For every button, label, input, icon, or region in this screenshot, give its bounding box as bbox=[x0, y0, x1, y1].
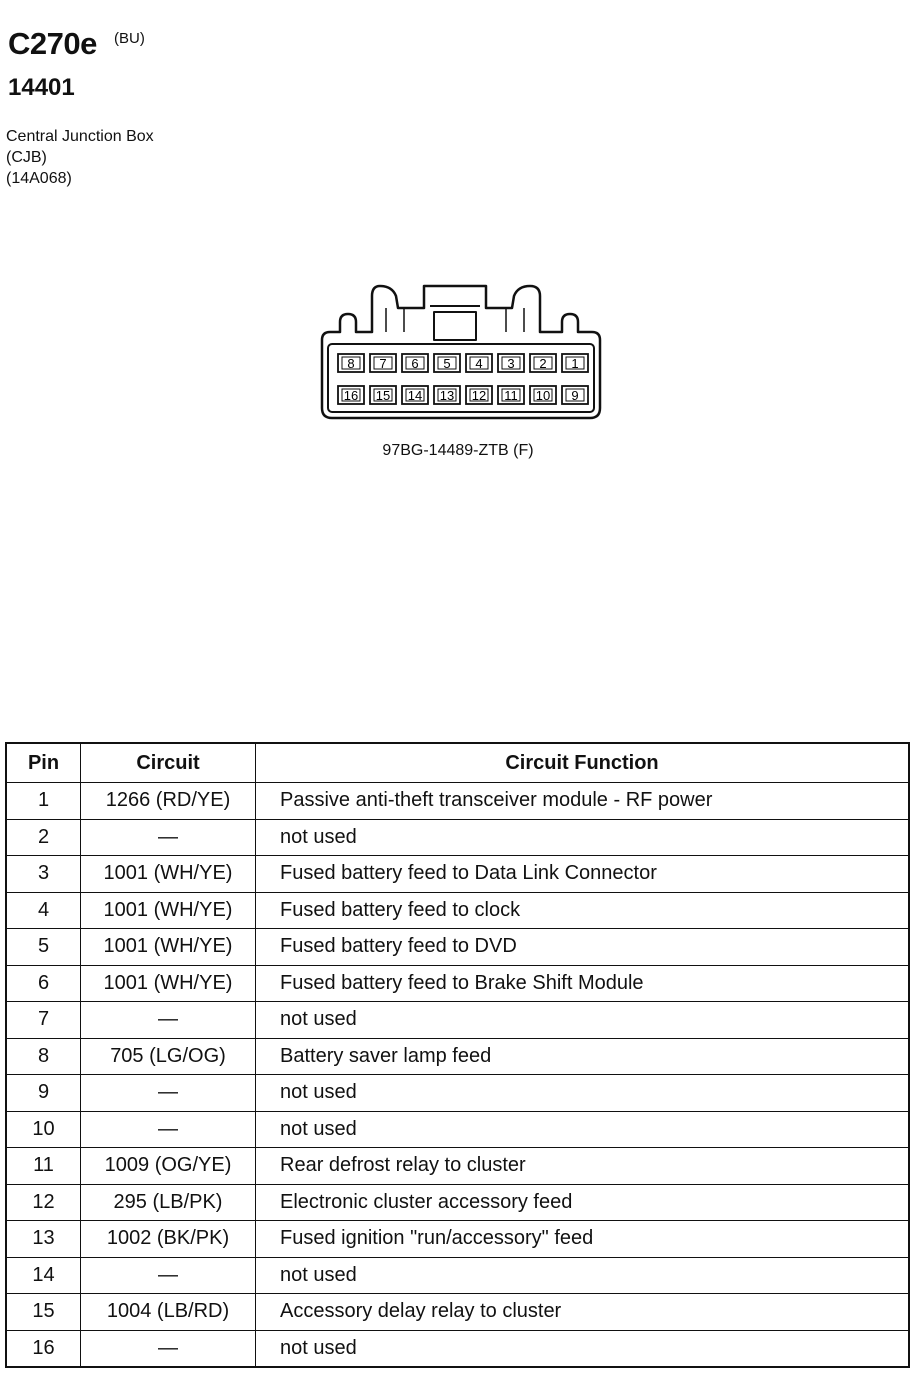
description-line: (14A068) bbox=[6, 170, 72, 187]
table-row bbox=[6, 1075, 909, 1112]
pin-cell: 16 bbox=[6, 1330, 81, 1367]
table-row bbox=[6, 1294, 909, 1331]
pin-cell: 1 bbox=[6, 783, 81, 820]
circuit-cell: 1009 (OG/YE) bbox=[81, 1148, 256, 1185]
harness-number: 14401 bbox=[8, 74, 75, 101]
table-header-row bbox=[6, 743, 909, 783]
table-row bbox=[6, 892, 909, 929]
function-cell: Fused battery feed to DVD bbox=[256, 929, 910, 966]
function-cell: not used bbox=[256, 1330, 910, 1367]
pin-cavity bbox=[498, 354, 524, 372]
circuit-cell: — bbox=[81, 1330, 256, 1367]
pin-row-bottom bbox=[338, 386, 588, 404]
pin-number-label: 1 bbox=[571, 356, 579, 371]
table-row bbox=[6, 1038, 909, 1075]
connector-drawing bbox=[300, 278, 620, 438]
pin-cell: 15 bbox=[6, 1294, 81, 1331]
circuit-cell: 1266 (RD/YE) bbox=[81, 783, 256, 820]
pinout-table bbox=[5, 742, 910, 1368]
pin-number-label: 7 bbox=[379, 356, 387, 371]
pin-number-label: 3 bbox=[507, 356, 515, 371]
connector-face-diagram bbox=[300, 278, 620, 438]
pin-cavity bbox=[402, 386, 428, 404]
pin-cell: 14 bbox=[6, 1257, 81, 1294]
description-line: Central Junction Box bbox=[6, 128, 154, 145]
pin-number-label: 2 bbox=[539, 356, 547, 371]
table-row bbox=[6, 1221, 909, 1258]
pinout-table-body bbox=[6, 783, 909, 1368]
pin-row-top bbox=[338, 354, 588, 372]
pin-cavity bbox=[434, 386, 460, 404]
pin-number-label: 12 bbox=[471, 388, 487, 403]
pin-cavity bbox=[338, 354, 364, 372]
pin-cavity bbox=[370, 386, 396, 404]
circuit-cell: 1001 (WH/YE) bbox=[81, 856, 256, 893]
pin-cavity bbox=[338, 386, 364, 404]
function-cell: Passive anti-theft transceiver module - RF power bbox=[256, 783, 910, 820]
pin-number-label: 16 bbox=[343, 388, 359, 403]
circuit-cell: 1002 (BK/PK) bbox=[81, 1221, 256, 1258]
color-code: (BU) bbox=[114, 30, 145, 47]
circuit-cell: 295 (LB/PK) bbox=[81, 1184, 256, 1221]
column-header-circuit: Circuit bbox=[81, 743, 256, 783]
pin-cavity bbox=[434, 354, 460, 372]
circuit-cell: — bbox=[81, 1111, 256, 1148]
table-row bbox=[6, 819, 909, 856]
function-cell: not used bbox=[256, 1111, 910, 1148]
circuit-cell: 705 (LG/OG) bbox=[81, 1038, 256, 1075]
pin-cavity bbox=[562, 386, 588, 404]
connector-description bbox=[6, 126, 154, 189]
function-cell: Rear defrost relay to cluster bbox=[256, 1148, 910, 1185]
pin-cavity bbox=[562, 354, 588, 372]
function-cell: Fused battery feed to Data Link Connector bbox=[256, 856, 910, 893]
function-cell: not used bbox=[256, 1257, 910, 1294]
pin-cell: 12 bbox=[6, 1184, 81, 1221]
pin-number-label: 8 bbox=[347, 356, 355, 371]
pin-number-label: 10 bbox=[535, 388, 551, 403]
table-row bbox=[6, 1257, 909, 1294]
pin-cell: 7 bbox=[6, 1002, 81, 1039]
table-row bbox=[6, 783, 909, 820]
function-cell: Battery saver lamp feed bbox=[256, 1038, 910, 1075]
pin-cavity bbox=[466, 354, 492, 372]
circuit-cell: — bbox=[81, 1257, 256, 1294]
pin-cavity bbox=[370, 354, 396, 372]
column-header-function: Circuit Function bbox=[256, 743, 910, 783]
circuit-cell: 1001 (WH/YE) bbox=[81, 892, 256, 929]
function-cell: Fused ignition "run/accessory" feed bbox=[256, 1221, 910, 1258]
pin-number-label: 4 bbox=[475, 356, 483, 371]
table-row bbox=[6, 856, 909, 893]
description-line: (CJB) bbox=[6, 149, 47, 166]
function-cell: Accessory delay relay to cluster bbox=[256, 1294, 910, 1331]
pin-cavity bbox=[402, 354, 428, 372]
pin-cell: 2 bbox=[6, 819, 81, 856]
circuit-cell: — bbox=[81, 1002, 256, 1039]
pin-cell: 6 bbox=[6, 965, 81, 1002]
pin-cell: 9 bbox=[6, 1075, 81, 1112]
circuit-cell: 1001 (WH/YE) bbox=[81, 965, 256, 1002]
pin-number-label: 11 bbox=[504, 388, 518, 403]
connector-part-number: 97BG-14489-ZTB (F) bbox=[382, 442, 534, 459]
circuit-cell: — bbox=[81, 819, 256, 856]
function-cell: not used bbox=[256, 1002, 910, 1039]
pin-cavity bbox=[466, 386, 492, 404]
table-row bbox=[6, 1148, 909, 1185]
pin-cavity bbox=[530, 386, 556, 404]
pin-number-label: 15 bbox=[375, 388, 391, 403]
pin-cell: 13 bbox=[6, 1221, 81, 1258]
function-cell: not used bbox=[256, 1075, 910, 1112]
pin-cell: 3 bbox=[6, 856, 81, 893]
circuit-cell: — bbox=[81, 1075, 256, 1112]
pin-cell: 11 bbox=[6, 1148, 81, 1185]
pin-cavity bbox=[498, 386, 524, 404]
pin-cell: 4 bbox=[6, 892, 81, 929]
function-cell: not used bbox=[256, 819, 910, 856]
function-cell: Fused battery feed to clock bbox=[256, 892, 910, 929]
table-row bbox=[6, 1184, 909, 1221]
table-row bbox=[6, 1330, 909, 1367]
function-cell: Electronic cluster accessory feed bbox=[256, 1184, 910, 1221]
function-cell: Fused battery feed to Brake Shift Module bbox=[256, 965, 910, 1002]
pin-number-label: 5 bbox=[443, 356, 451, 371]
pin-cell: 10 bbox=[6, 1111, 81, 1148]
pin-number-label: 14 bbox=[407, 388, 423, 403]
pin-cell: 5 bbox=[6, 929, 81, 966]
table-row bbox=[6, 1111, 909, 1148]
connector-id: C270e bbox=[8, 26, 97, 61]
circuit-cell: 1001 (WH/YE) bbox=[81, 929, 256, 966]
pin-number-label: 9 bbox=[571, 388, 579, 403]
table-row bbox=[6, 965, 909, 1002]
pin-number-label: 13 bbox=[439, 388, 455, 403]
pin-cavity bbox=[530, 354, 556, 372]
circuit-cell: 1004 (LB/RD) bbox=[81, 1294, 256, 1331]
table-row bbox=[6, 929, 909, 966]
pin-cell: 8 bbox=[6, 1038, 81, 1075]
column-header-pin: Pin bbox=[6, 743, 81, 783]
table-row bbox=[6, 1002, 909, 1039]
pin-number-label: 6 bbox=[411, 356, 419, 371]
